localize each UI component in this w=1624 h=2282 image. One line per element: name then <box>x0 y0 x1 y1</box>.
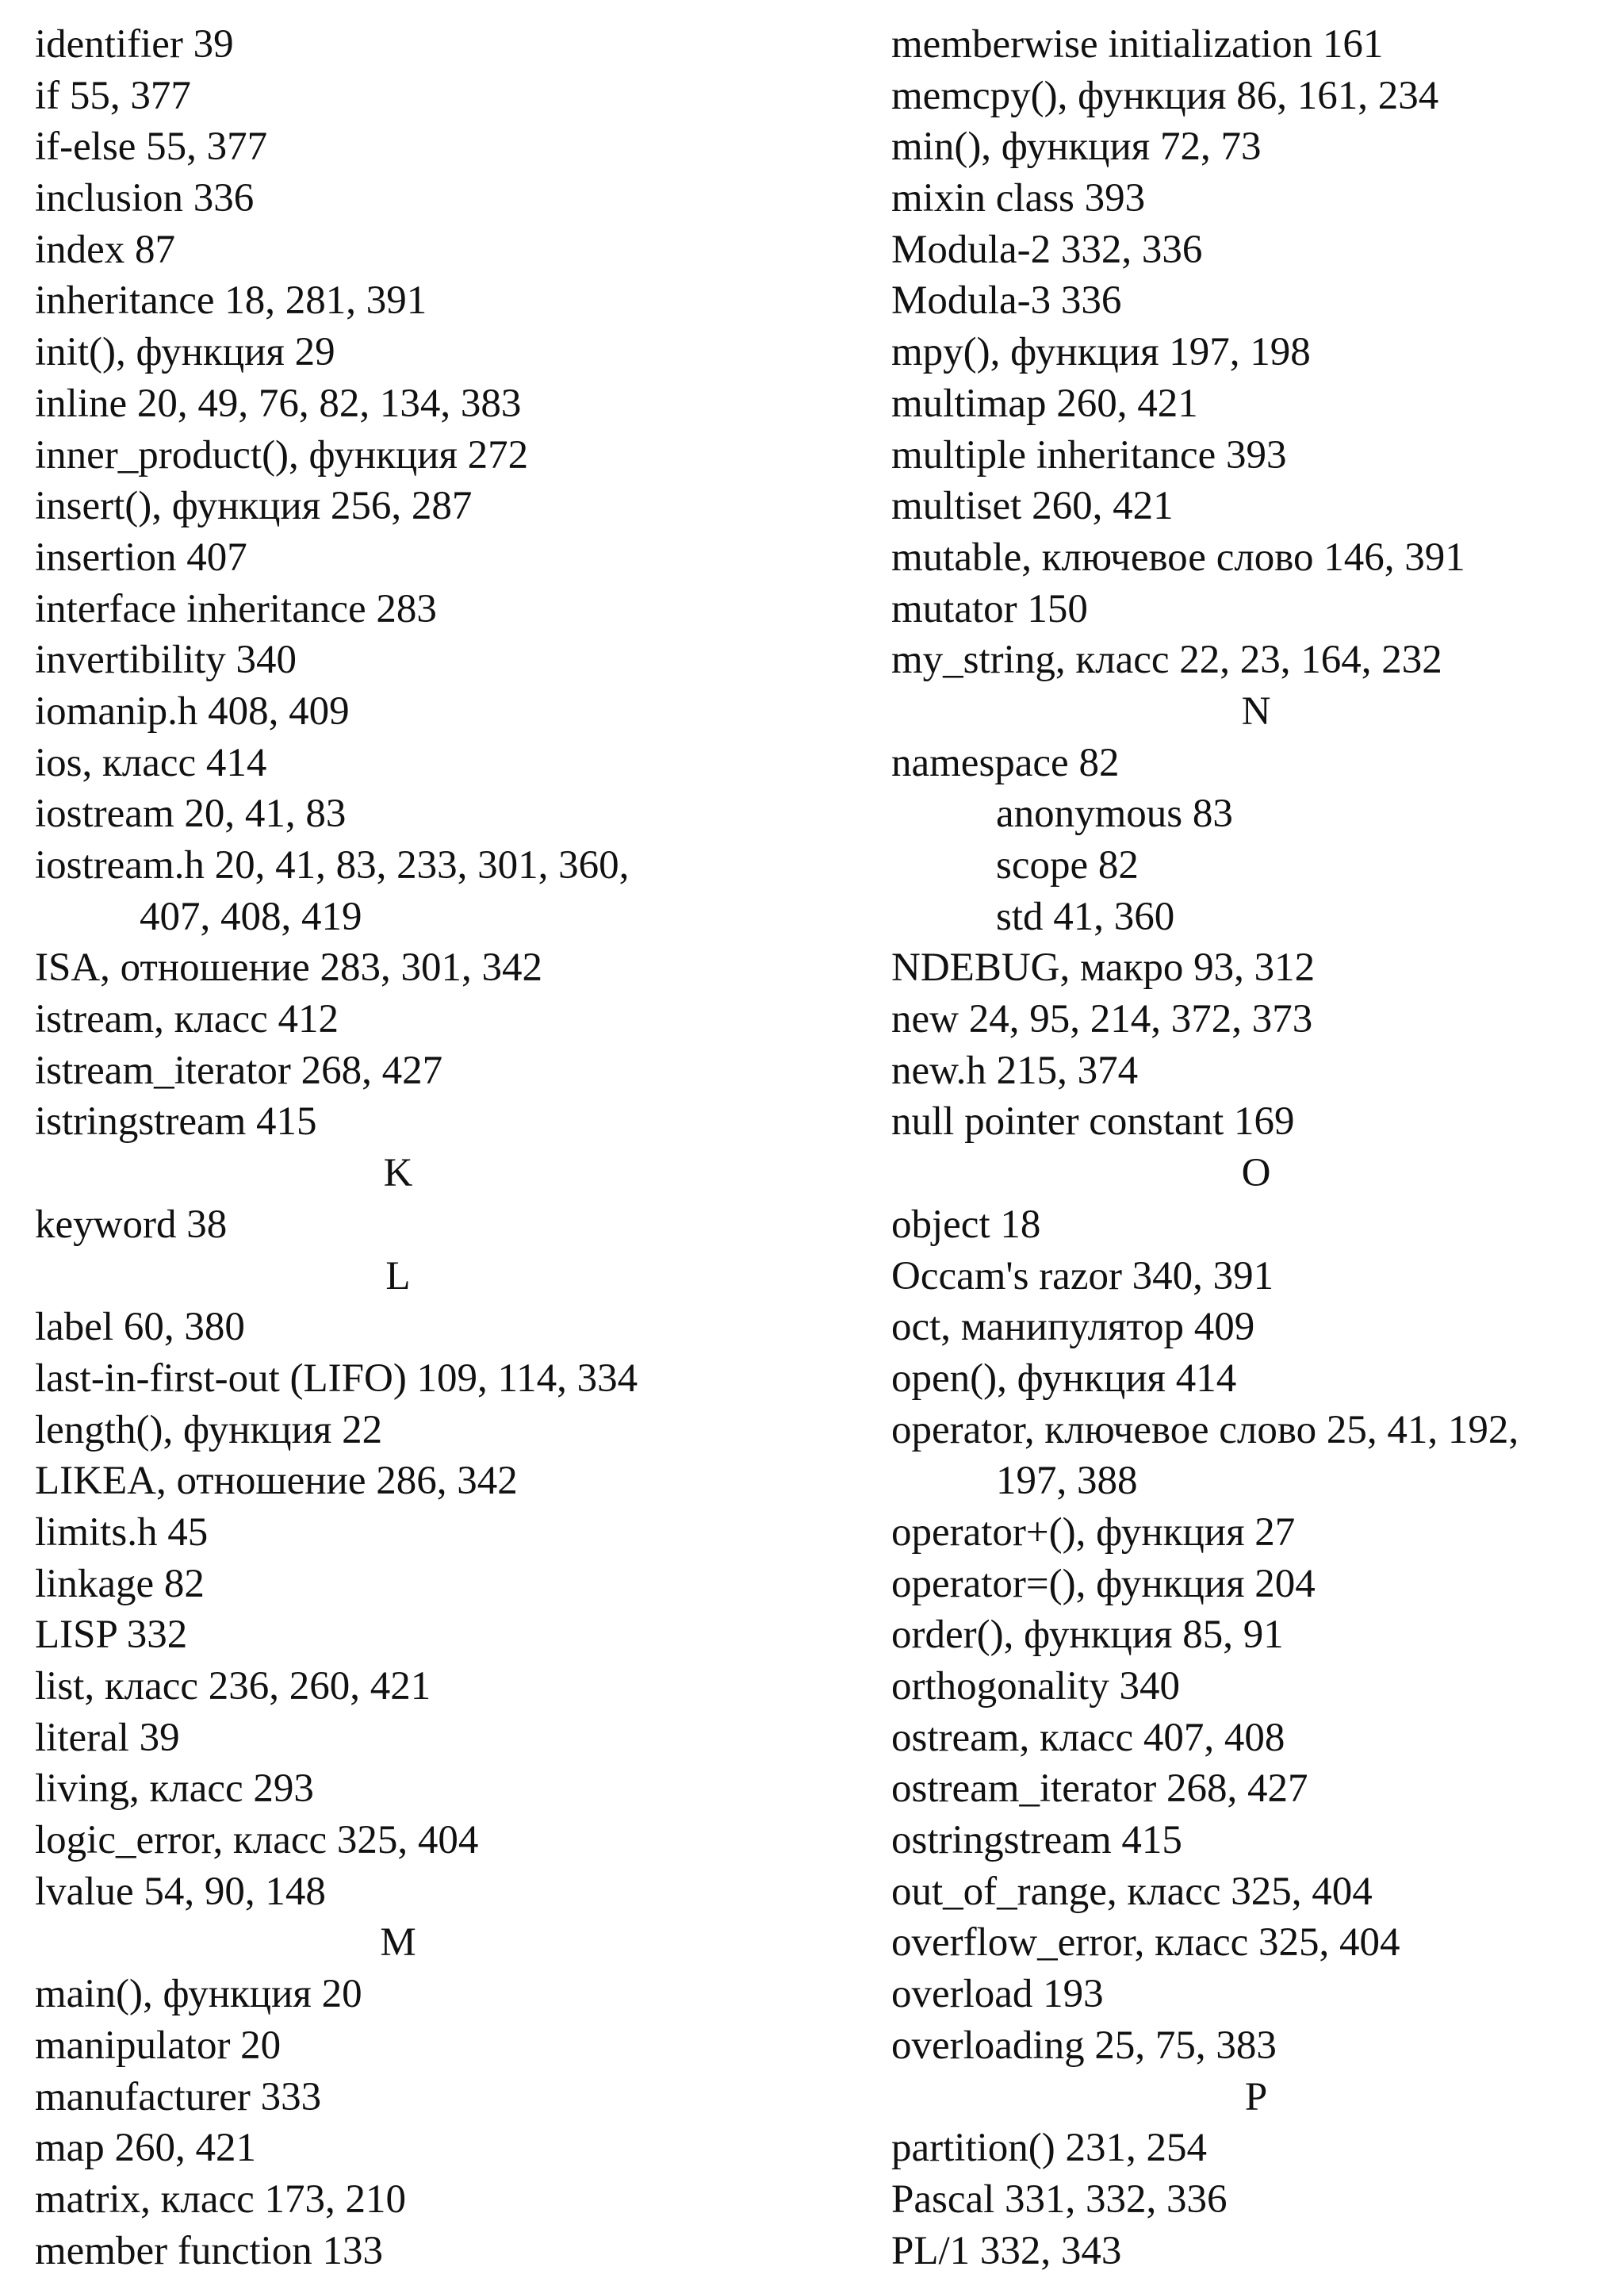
index-entry: operator, ключевое слово 25, 41, 192, <box>891 1407 1519 1452</box>
index-entry: my_string, класс 22, 23, 164, 232 <box>891 638 1442 683</box>
index-entry: length(), функция 22 <box>35 1407 383 1452</box>
index-entry: namespace 82 <box>891 740 1120 785</box>
index-entry: oct, манипулятор 409 <box>891 1305 1255 1350</box>
index-entry: new.h 215, 374 <box>891 1048 1139 1093</box>
index-entry: label 60, 380 <box>35 1305 245 1350</box>
index-section-letter: L <box>385 1253 411 1298</box>
index-entry: interface inheritance 283 <box>35 586 437 631</box>
index-entry: inner_product(), функция 272 <box>35 432 529 477</box>
index-entry: living, класс 293 <box>35 1766 314 1812</box>
index-entry: ios, класс 414 <box>35 740 267 785</box>
index-section-letter: O <box>1241 1151 1271 1196</box>
index-entry: open(), функция 414 <box>891 1356 1237 1401</box>
index-section-letter: P <box>1244 2074 1268 2119</box>
index-entry: mpy(), функция 197, 198 <box>891 330 1311 375</box>
index-entry: inheritance 18, 281, 391 <box>35 278 427 324</box>
index-entry: multimap 260, 421 <box>891 381 1198 426</box>
index-subentry: anonymous 83 <box>996 792 1233 837</box>
index-entry: iostream.h 20, 41, 83, 233, 301, 360, <box>35 843 630 888</box>
index-entry: orthogonality 340 <box>891 1664 1181 1709</box>
index-entry: overloading 25, 75, 383 <box>891 2023 1277 2068</box>
index-subentry: 197, 388 <box>996 1459 1138 1504</box>
index-entry: last-in-first-out (LIFO) 109, 114, 334 <box>35 1356 638 1401</box>
index-section-letter: N <box>1241 688 1271 734</box>
index-entry: multiset 260, 421 <box>891 484 1174 529</box>
index-entry: ostringstream 415 <box>891 1818 1182 1863</box>
index-entry: partition() 231, 254 <box>891 2126 1208 2171</box>
index-entry: logic_error, класс 325, 404 <box>35 1818 479 1863</box>
index-entry: istream_iterator 268, 427 <box>35 1048 443 1093</box>
index-entry: min(), функция 72, 73 <box>891 125 1262 170</box>
index-entry: identifier 39 <box>35 22 234 67</box>
index-entry: iomanip.h 408, 409 <box>35 688 350 734</box>
index-entry: main(), функция 20 <box>35 1972 362 2017</box>
index-entry: order(), функция 85, 91 <box>891 1613 1284 1658</box>
index-entry: LISP 332 <box>35 1613 188 1658</box>
index-entry: matrix, класс 173, 210 <box>35 2177 407 2222</box>
index-entry: operator+(), функция 27 <box>891 1509 1296 1555</box>
index-entry: ostream, класс 407, 408 <box>891 1715 1285 1760</box>
index-entry: insert(), функция 256, 287 <box>35 484 473 529</box>
index-entry: init(), функция 29 <box>35 330 335 375</box>
index-entry: iostream 20, 41, 83 <box>35 792 347 837</box>
index-entry: list, класс 236, 260, 421 <box>35 1664 431 1709</box>
index-section-letter: M <box>380 1920 416 1966</box>
index-entry: object 18 <box>891 1202 1041 1247</box>
index-section-letter: K <box>383 1151 413 1196</box>
index-entry: PL/1 332, 343 <box>891 2228 1122 2273</box>
index-subentry: std 41, 360 <box>996 894 1175 939</box>
index-entry: if 55, 377 <box>35 73 191 118</box>
index-entry: manipulator 20 <box>35 2023 282 2068</box>
index-column-left <box>35 19 796 2276</box>
index-entry: mutator 150 <box>891 586 1088 631</box>
index-entry: Occam's razor 340, 391 <box>891 1253 1274 1298</box>
index-entry: overflow_error, класс 325, 404 <box>891 1920 1400 1966</box>
index-entry: ISA, отношение 283, 301, 342 <box>35 945 542 991</box>
index-entry: memberwise initialization 161 <box>891 22 1384 67</box>
index-entry: LIKEA, отношение 286, 342 <box>35 1459 518 1504</box>
index-entry: manufacturer 333 <box>35 2074 322 2119</box>
index-entry: overload 193 <box>891 1972 1104 2017</box>
index-entry: inline 20, 49, 76, 82, 134, 383 <box>35 381 522 426</box>
index-entry: mutable, ключевое слово 146, 391 <box>891 535 1465 580</box>
index-entry: invertibility 340 <box>35 638 297 683</box>
index-entry: if-else 55, 377 <box>35 125 268 170</box>
index-entry: out_of_range, класс 325, 404 <box>891 1869 1373 1914</box>
index-entry: index 87 <box>35 227 176 272</box>
index-entry: linkage 82 <box>35 1561 205 1606</box>
index-column-right <box>891 19 1605 2276</box>
index-entry: NDEBUG, макро 93, 312 <box>891 945 1316 991</box>
index-entry: memcpy(), функция 86, 161, 234 <box>891 73 1439 118</box>
index-entry: inclusion 336 <box>35 176 255 221</box>
index-subentry: 407, 408, 419 <box>140 894 362 939</box>
index-entry: insertion 407 <box>35 535 247 580</box>
index-entry: lvalue 54, 90, 148 <box>35 1869 326 1914</box>
index-entry: operator=(), функция 204 <box>891 1561 1316 1606</box>
index-subentry: scope 82 <box>996 843 1139 888</box>
index-entry: ostream_iterator 268, 427 <box>891 1766 1308 1812</box>
index-entry: Modula-2 332, 336 <box>891 227 1203 272</box>
index-entry: new 24, 95, 214, 372, 373 <box>891 997 1313 1042</box>
index-entry: mixin class 393 <box>891 176 1146 221</box>
index-entry: multiple inheritance 393 <box>891 432 1287 477</box>
index-entry: Modula-3 336 <box>891 278 1122 324</box>
index-entry: literal 39 <box>35 1715 180 1760</box>
index-entry: limits.h 45 <box>35 1509 209 1555</box>
index-entry: keyword 38 <box>35 1202 228 1247</box>
index-entry: null pointer constant 169 <box>891 1099 1295 1145</box>
index-entry: map 260, 421 <box>35 2126 257 2171</box>
index-entry: Pascal 331, 332, 336 <box>891 2177 1228 2222</box>
index-entry: member function 133 <box>35 2228 384 2273</box>
index-entry: istringstream 415 <box>35 1099 317 1145</box>
index-entry: istream, класс 412 <box>35 997 339 1042</box>
